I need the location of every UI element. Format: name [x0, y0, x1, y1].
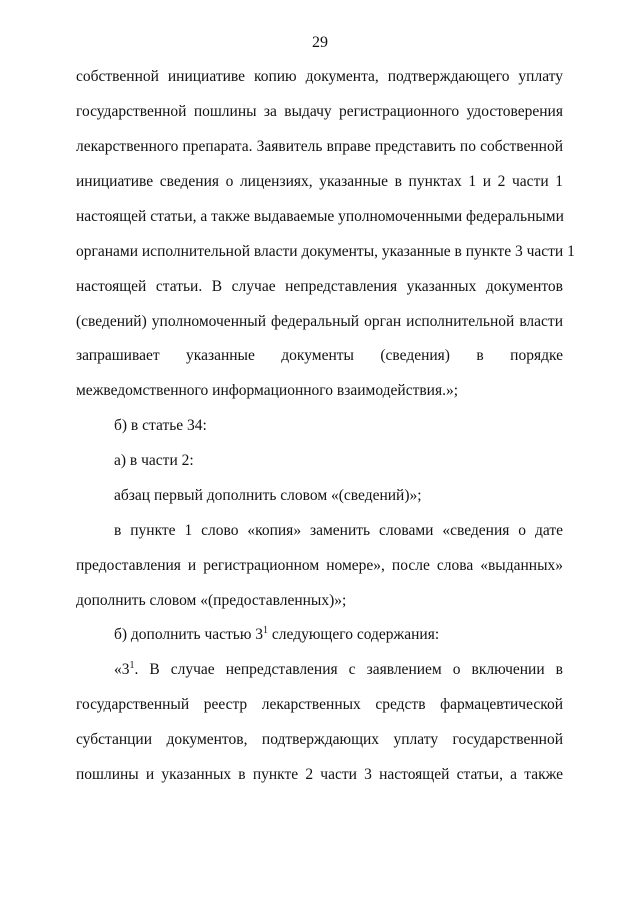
text-fragment: б) дополнить частью 3 [114, 626, 264, 643]
text-line: государственной пошлины за выдачу регистрационного удостоверения [76, 103, 563, 120]
text-line: настоящей статьи, а также выдаваемые уполномоченными федеральными [76, 208, 564, 225]
text-line: дополнить словом «(предоставленных)»; [76, 592, 347, 609]
text-line: б) в статье 34: [114, 417, 207, 434]
text-line: предоставления и регистрационном номере», после слова «выданных» [76, 557, 563, 574]
page-number: 29 [312, 34, 328, 51]
text-line: инициативе сведения о лицензиях, указанные в пунктах 1 и 2 части 1 [76, 173, 563, 190]
text-fragment: «3 [114, 661, 130, 678]
text-line: органами исполнительной власти документы, указанные в пункте 3 части 1 [76, 243, 575, 260]
text-line: а) в части 2: [114, 452, 194, 469]
superscript: 1 [129, 659, 135, 671]
text-line [114, 625, 439, 645]
text-line: абзац первый дополнить словом «(сведений)»; [114, 487, 422, 504]
text-fragment: следующего содержания: [271, 626, 440, 643]
text-line: субстанции документов, подтверждающих уплату государственной [76, 731, 563, 748]
text-fragment: . В случае непредставления с заявлением о включении в [134, 661, 563, 678]
text-line: собственной инициативе копию документа, подтверждающего уплату [76, 68, 563, 85]
text-line: государственный реестр лекарственных средств фармацевтической [76, 696, 563, 713]
text-line: в пункте 1 слово «копия» заменить словами «сведения о дате [114, 522, 563, 539]
text-line: (сведений) уполномоченный федеральный орган исполнительной власти [76, 313, 563, 330]
text-line: лекарственного препарата. Заявитель вправе представить по собственной [76, 138, 563, 155]
text-line: настоящей статьи. В случае непредставления указанных документов [76, 278, 563, 295]
superscript: 1 [263, 624, 269, 636]
text-line: пошлины и указанных в пункте 2 части 3 настоящей статьи, а также [76, 766, 563, 783]
text-line [114, 660, 563, 680]
text-line: межведомственного информационного взаимодействия.»; [76, 382, 459, 399]
text-line: запрашивает указанные документы (сведения) в порядке [76, 347, 563, 364]
